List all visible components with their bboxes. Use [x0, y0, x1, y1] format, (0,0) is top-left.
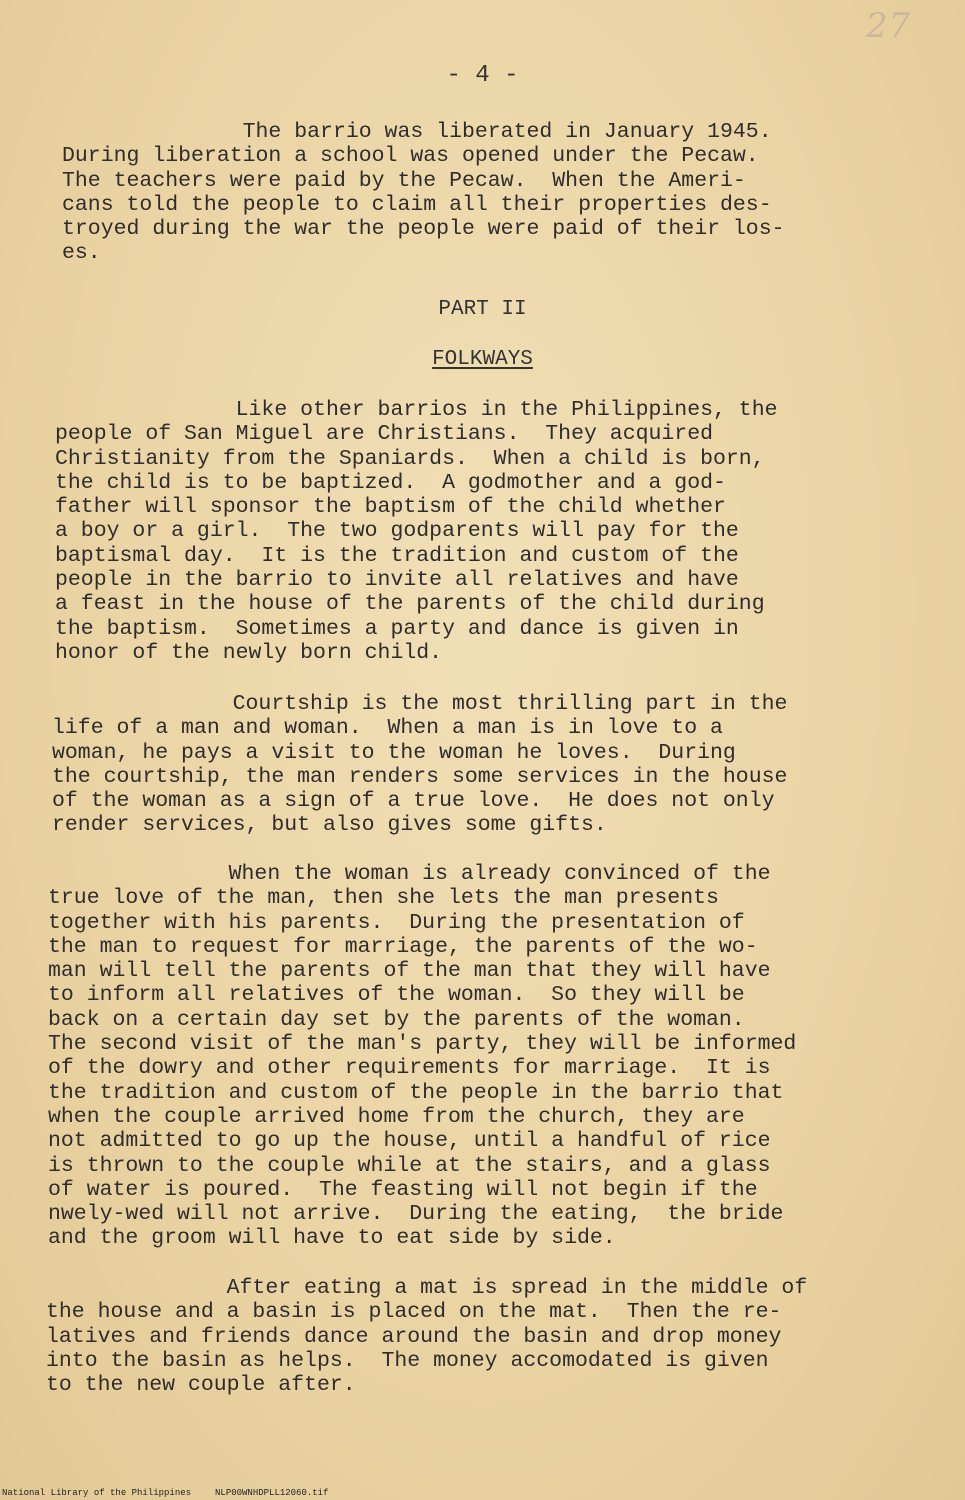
footer-library: National Library of the Philippines: [2, 1488, 192, 1498]
paragraph-dance: After eating a mat is spread in the middle of the house and a basin is placed on the mat. Then the re- latives and friends dance around the basin and drop money into the basin as helps. The money accomodated is given to the new couple after.: [46, 1276, 808, 1398]
scan-footer: [2, 1488, 328, 1498]
section-heading-text: FOLKWAYS: [432, 348, 533, 371]
handwritten-page-number: 27: [866, 6, 912, 46]
section-heading: [0, 348, 965, 371]
paragraph-baptism: Like other barrios in the Philippines, the people of San Miguel are Christians. They acquired Christianity from the Spaniards. When a child is born, the child is to be baptized. A godmother and a god- father will sponsor the baptism of the child whether a boy or a girl. The two godparents will pay for the baptismal day. It is the tradition and custom of the people in the barrio to invite all relatives and have a feast in the house of the parents of the child during the baptism. Sometimes a party and dance is given in honor of the newly born child.: [55, 398, 778, 665]
paragraph-liberation: The barrio was liberated in January 1945. During liberation a school was opened under the Pecaw. The teachers were paid by the Pecaw. When the Ameri- cans told the people to claim all their properties des- troyed during the war the people were paid of their los- es.: [62, 120, 785, 266]
part-heading: PART II: [438, 298, 527, 321]
page-number: - 4 -: [446, 62, 519, 89]
footer-file: NLP00WNHDPLL12060.tif: [215, 1488, 329, 1498]
paragraph-courtship: Courtship is the most thrilling part in the life of a man and woman. When a man is in love to a woman, he pays a visit to the woman he loves. During the courtship, the man renders some services in the house of the woman as a sign of a true love. He does not only render services, but also gives some gifts.: [52, 692, 788, 838]
paragraph-marriage: When the woman is already convinced of the true love of the man, then she lets the man presents together with his parents. During the presentation of the man to request for marriage, the parents of the wo- man will tell the parents of the man that they will have to inform all relatives of the woman. So they will be back on a certain day set by the parents of the woman. The second visit of the man's party, they will be informed of the dowry and other requirements for marriage. It is the tradition and custom of the people in the barrio that when the couple arrived home from the church, they are not admitted to go up the house, until a handful of rice is thrown to the couple while at the stairs, and a glass of water is poured. The feasting will not begin if the nwely-wed will not arrive. During the eating, the bride and the groom will have to eat side by side.: [48, 862, 797, 1251]
